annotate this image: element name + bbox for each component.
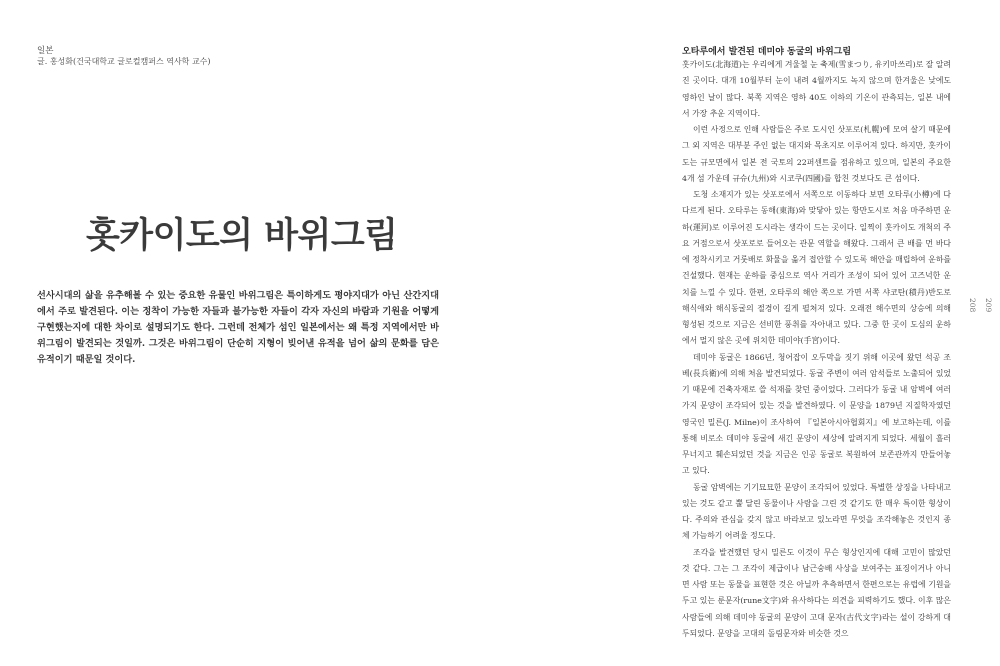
- category-label: 일본: [37, 46, 54, 56]
- right-page: [500, 0, 1000, 666]
- body-paragraph: 데미야 동굴은 1866년, 청어잡이 오두막을 짓기 위해 이곳에 왔던 석공 조베(長兵衛)에 의해 처음 발견되었다. 동굴 주변이 여러 암석들로 노출되어 있었기 때문에 건축자재로 쓸 석재를 찾던 중이었다. 그러다가 동굴 내 암벽에 여러 가지 문양이 조각되어 있는 것을 발견하였다. 이 문양을 1879년 지질학자였던 영국인 밀른(J. Milne)이 조사하여 『일본아시아협회지』에 보고하는데, 이를 통해 비로소 데미야 동굴에 새긴 문양이 세상에 알려지게 되었다. 세월이 흘러 무너지고 훼손되었던 것을 지금은 인공 동굴로 복원하여 보존관까지 만들어놓고 있다.: [682, 352, 951, 476]
- page-number-right: 209: [984, 298, 993, 313]
- body-paragraph: 홋카이도(北海道)는 우리에게 겨울철 눈 축제(雪まつり, 유키마쓰리)로 잘 알려진 곳이다. 대개 10월부터 눈이 내려 4월까지도 녹지 않으며 한겨울은 낮에도 영하인 날이 많다. 북쪽 지역은 영하 40도 이하의 기온이 관측되는, 일본 내에서 가장 추운 지역이다.: [682, 60, 951, 118]
- intro-paragraph: [37, 288, 439, 368]
- intro-text: 선사시대의 삶을 유추해볼 수 있는 중요한 유물인 바위그림은 특이하게도 평야지대가 아닌 산간지대에서 주로 발견된다. 이는 정착이 가능한 자들과 불가능한 자들이 각자 자신의 바람과 기원을 어떻게 구현했는지에 대한 차이로 설명되기도 한다. 그런데 전체가 섬인 일본에서는 왜 특정 지역에서만 바위그림이 발견되는 것일까. 그것은 바위그림이 단순히 지형이 빚어낸 유적을 넘어 삶의 문화를 담은 유적이기 때문일 것이다.: [37, 290, 439, 366]
- body-paragraph: 도청 소재지가 있는 삿포로에서 서쪽으로 이동하다 보면 오타루(小樽)에 다다르게 된다. 오타루는 동해(東海)와 맞닿아 있는 항만도시로 처음 마주하면 운하(運河)로 이루어진 도시라는 생각이 드는 곳이다. 일찍이 홋카이도 개척의 주요 거점으로서 삿포로로 들어오는 관문 역할을 해왔다. 그래서 큰 배를 먼 바다에 정착시키고 거룻배로 화물을 옮겨 접안할 수 있도록 해안을 매립하여 운하를 건설했다. 현재는 운하를 중심으로 역사 거리가 조성이 되어 있어 고즈넉한 운치를 느낄 수 있다. 한편, 오타루의 해안 쪽으로 가면 서쪽 샤코탄(積丹)반도로 해식애와 해식동굴의 절경이 길게 펼쳐져 있다. 오래전 해수면의 상승에 의해 형성된 것으로 지금은 선비한 풍취를 자아내고 있다. 그중 한 곳이 도심의 운하에서 멀지 않은 곳에 위치한 데미야(手宮)이다.: [682, 190, 951, 346]
- byline: 글. 홍성화(건국대학교 글로컬캠퍼스 역사학 교수): [37, 57, 211, 66]
- body-paragraph: 조각을 발견했던 당시 밀른도 이것이 무슨 형상인지에 대해 고민이 많았던 것 같다. 그는 그 조각이 제급이나 남근숭배 사상을 보여주는 표징이거나 아니면 사람 또는 동물을 표현한 것은 아닐까 추측하면서 한편으로는 유럽에 기원을 두고 있는 룬문자(rune文字)와 유사하다는 의견을 피력하기도 했다. 이후 많은 사람들에 의해 데미야 동굴의 문양이 고대 문자(古代文字)라는 설이 강하게 대두되었다. 문양을 고대의 돌림문자와 비슷한 것으: [682, 547, 951, 638]
- page-number-left: 208: [968, 298, 977, 313]
- page-title: 홋카이도의 바위그림: [86, 216, 398, 256]
- body-paragraph: 이런 사정으로 인해 사람들은 주로 도시인 삿포로(札幌)에 모여 살기 때문에 그 외 지역은 대부분 주인 없는 대지와 목초지로 이루어져 있다. 하지만, 홋카이도는 규모면에서 일본 전 국토의 22퍼센트를 점유하고 있으며, 일본의 주요한 4개 섬 가운데 규슈(九州)와 시코쿠(四國)를 합친 것보다도 큰 섬이다.: [682, 125, 951, 183]
- body-paragraph: 동굴 암벽에는 기기묘묘한 문양이 조각되어 있었다. 특별한 상징을 나타내고 있는 것도 같고 뿔 달린 동물이나 사람을 그린 것 같기도 한 매우 특이한 형상이다. 주의와 관심을 갖지 않고 바라보고 있노라면 무엇을 조각해놓은 것인지 종체 가늠하기 어려울 정도다.: [682, 482, 951, 541]
- article-title: 오타루에서 발견된 데미야 동굴의 바위그림: [682, 47, 852, 57]
- article-body: [682, 57, 951, 642]
